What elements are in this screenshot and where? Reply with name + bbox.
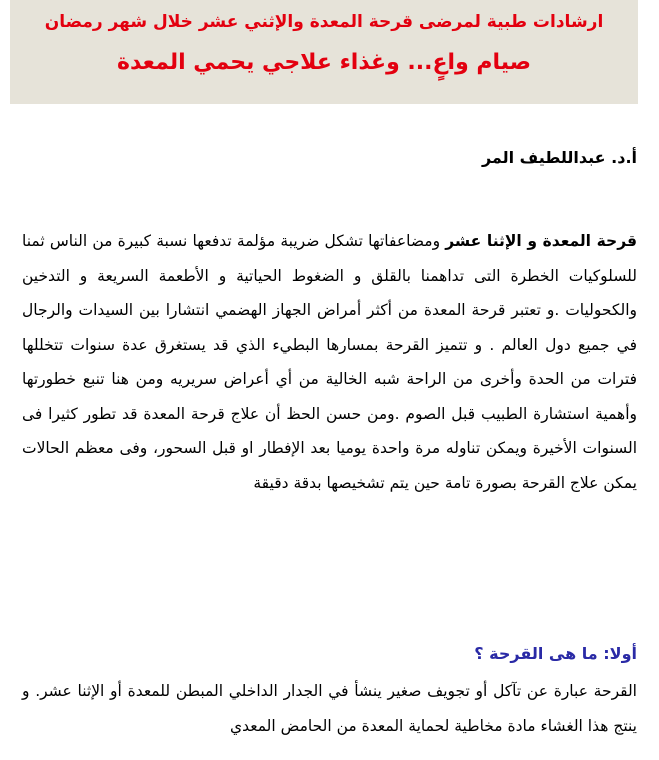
author-name: أ.د. عبداللطيف المر — [481, 148, 637, 167]
intro-text: ومضاعفاتها تشكل ضريبة مؤلمة تدفعها نسبة كبيرة من الناس ثمنا للسلوكيات الخطرة التى تداهمنا بالقلق و الضغوط الحياتية و الأطعمة السريعة و التدخين والكحوليات .و تعتبر قرحة المعدة من أكثر أمراض الجهاز الهضمي انتشارا بين السيدات والرجال في جميع دول العالم . و تتميز القرحة بمسارها البطيء الذي قد يستغرق عدة سنوات تتخللها فترات من الحدة وأخرى من الراحة شبه الخالية من أي أعراض سريريه ومن هنا تنبع خطورتها وأهمية استشارة الطبيب قبل الصوم .ومن حسن الحظ أن علاج قرحة المعدة قد تطور كثيرا فى السنوات الأخيرة ويمكن تناوله مرة واحدة يوميا بعد الإفطار او قبل السحور، وفى معظم الحالات يمكن علاج القرحة بصورة تامة حين يتم تشخيصها بدقة دقيقة — [22, 232, 637, 492]
section-heading-what-is-ulcer: أولا: ما هى القرحة ؟ — [474, 644, 637, 663]
intro-paragraph — [22, 224, 637, 500]
header-subtitle: ارشادات طبية لمرضى قرحة المعدة والإثني عشر خلال شهر رمضان — [44, 12, 604, 32]
intro-lead: قرحة المعدة و الإثنا عشر — [445, 232, 637, 250]
header-banner — [10, 0, 638, 104]
header-title: صيام واعٍ... وغذاء علاجي يحمي المعدة — [116, 50, 532, 75]
section1-paragraph: القرحة عبارة عن تآكل أو تجويف صغير ينشأ في الجدار الداخلي المبطن للمعدة أو الإثنا عشر. و ينتج هذا الغشاء مادة مخاطية لحماية المعدة من الحامض المعدي — [22, 682, 637, 735]
